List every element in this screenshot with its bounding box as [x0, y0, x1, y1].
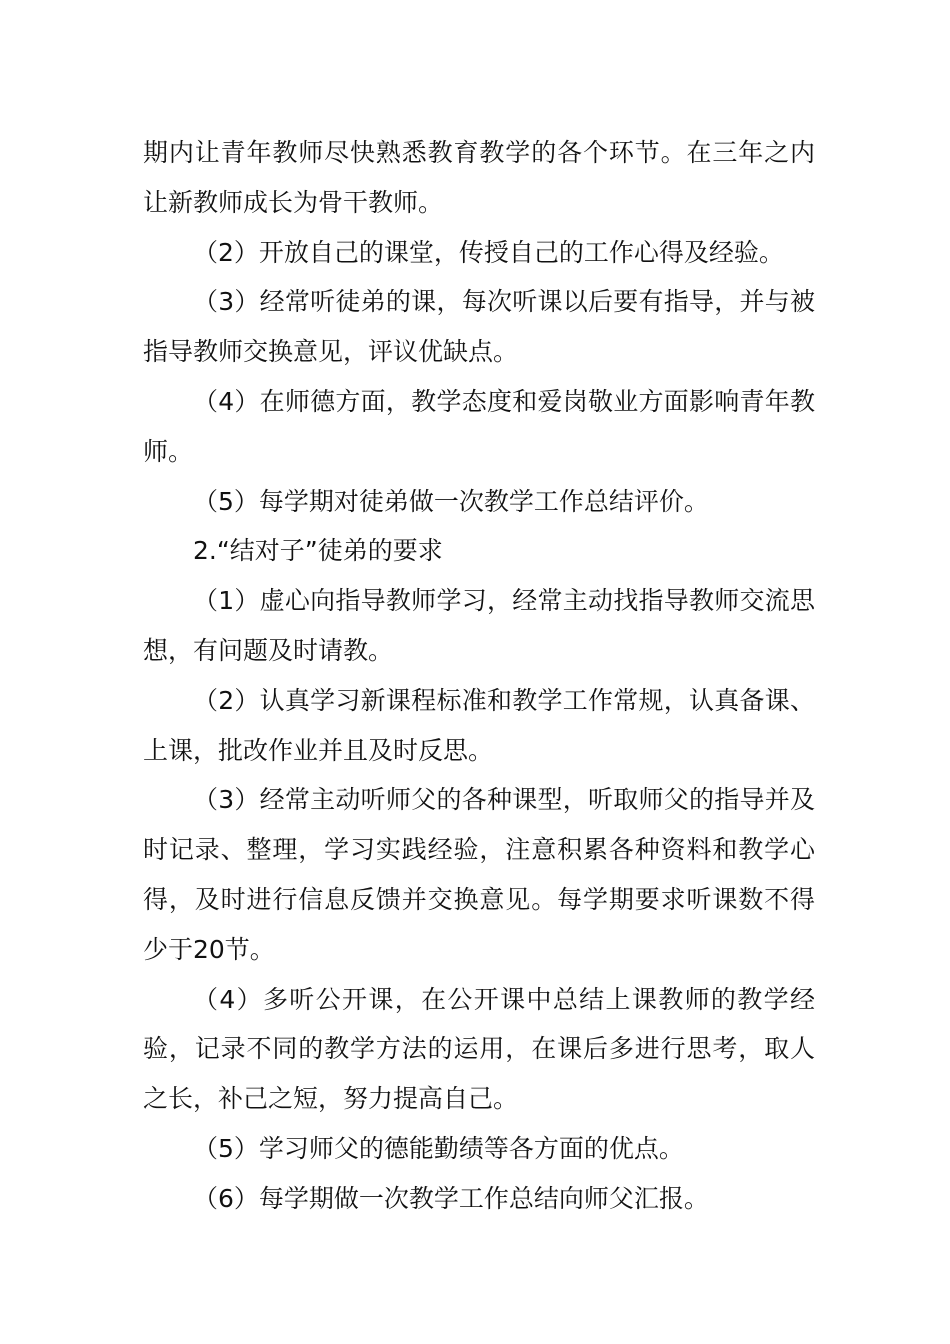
paragraph-mentor-item-2: （2）开放自己的课堂，传授自己的工作心得及经验。: [193, 237, 784, 267]
paragraph-mentor-item-5: （5）每学期对徒弟做一次教学工作总结评价。: [193, 486, 709, 516]
paragraph-apprentice-item-5: （5）学习师父的德能勤绩等各方面的优点。: [193, 1133, 684, 1163]
document-body: [143, 128, 815, 1224]
paragraph-apprentice-item-2: （2）认真学习新课程标准和教学工作常规，认真备课、上课，批改作业并且及时反思。: [143, 685, 815, 765]
paragraph-apprentice-item-4: （4）多听公开课，在公开课中总结上课教师的教学经验，记录不同的教学方法的运用，在课后多进行思考，取人之长，补己之短，努力提高自己。: [143, 984, 815, 1114]
paragraph-continuation: 期内让青年教师尽快熟悉教育教学的各个环节。在三年之内让新教师成长为骨干教师。: [143, 138, 815, 217]
section-heading-apprentice-requirements: 2.“结对子”徒弟的要求: [193, 536, 443, 566]
paragraph-apprentice-item-1: （1）虚心向指导教师学习，经常主动找指导教师交流思想，有问题及时请教。: [143, 586, 815, 665]
paragraph-apprentice-item-6: （6）每学期做一次教学工作总结向师父汇报。: [193, 1183, 709, 1213]
paragraph-apprentice-item-3: （3）经常主动听师父的各种课型，听取师父的指导并及时记录、整理，学习实践经验，注意积累各种资料和教学心得，及时进行信息反馈并交换意见。每学期要求听课数不得少于20节。: [143, 785, 815, 964]
paragraph-mentor-item-4: （4）在师德方面，教学态度和爱岗敬业方面影响青年教师。: [143, 386, 815, 466]
paragraph-mentor-item-3: （3）经常听徒弟的课，每次听课以后要有指导，并与被指导教师交换意见，评议优缺点。: [143, 287, 815, 367]
